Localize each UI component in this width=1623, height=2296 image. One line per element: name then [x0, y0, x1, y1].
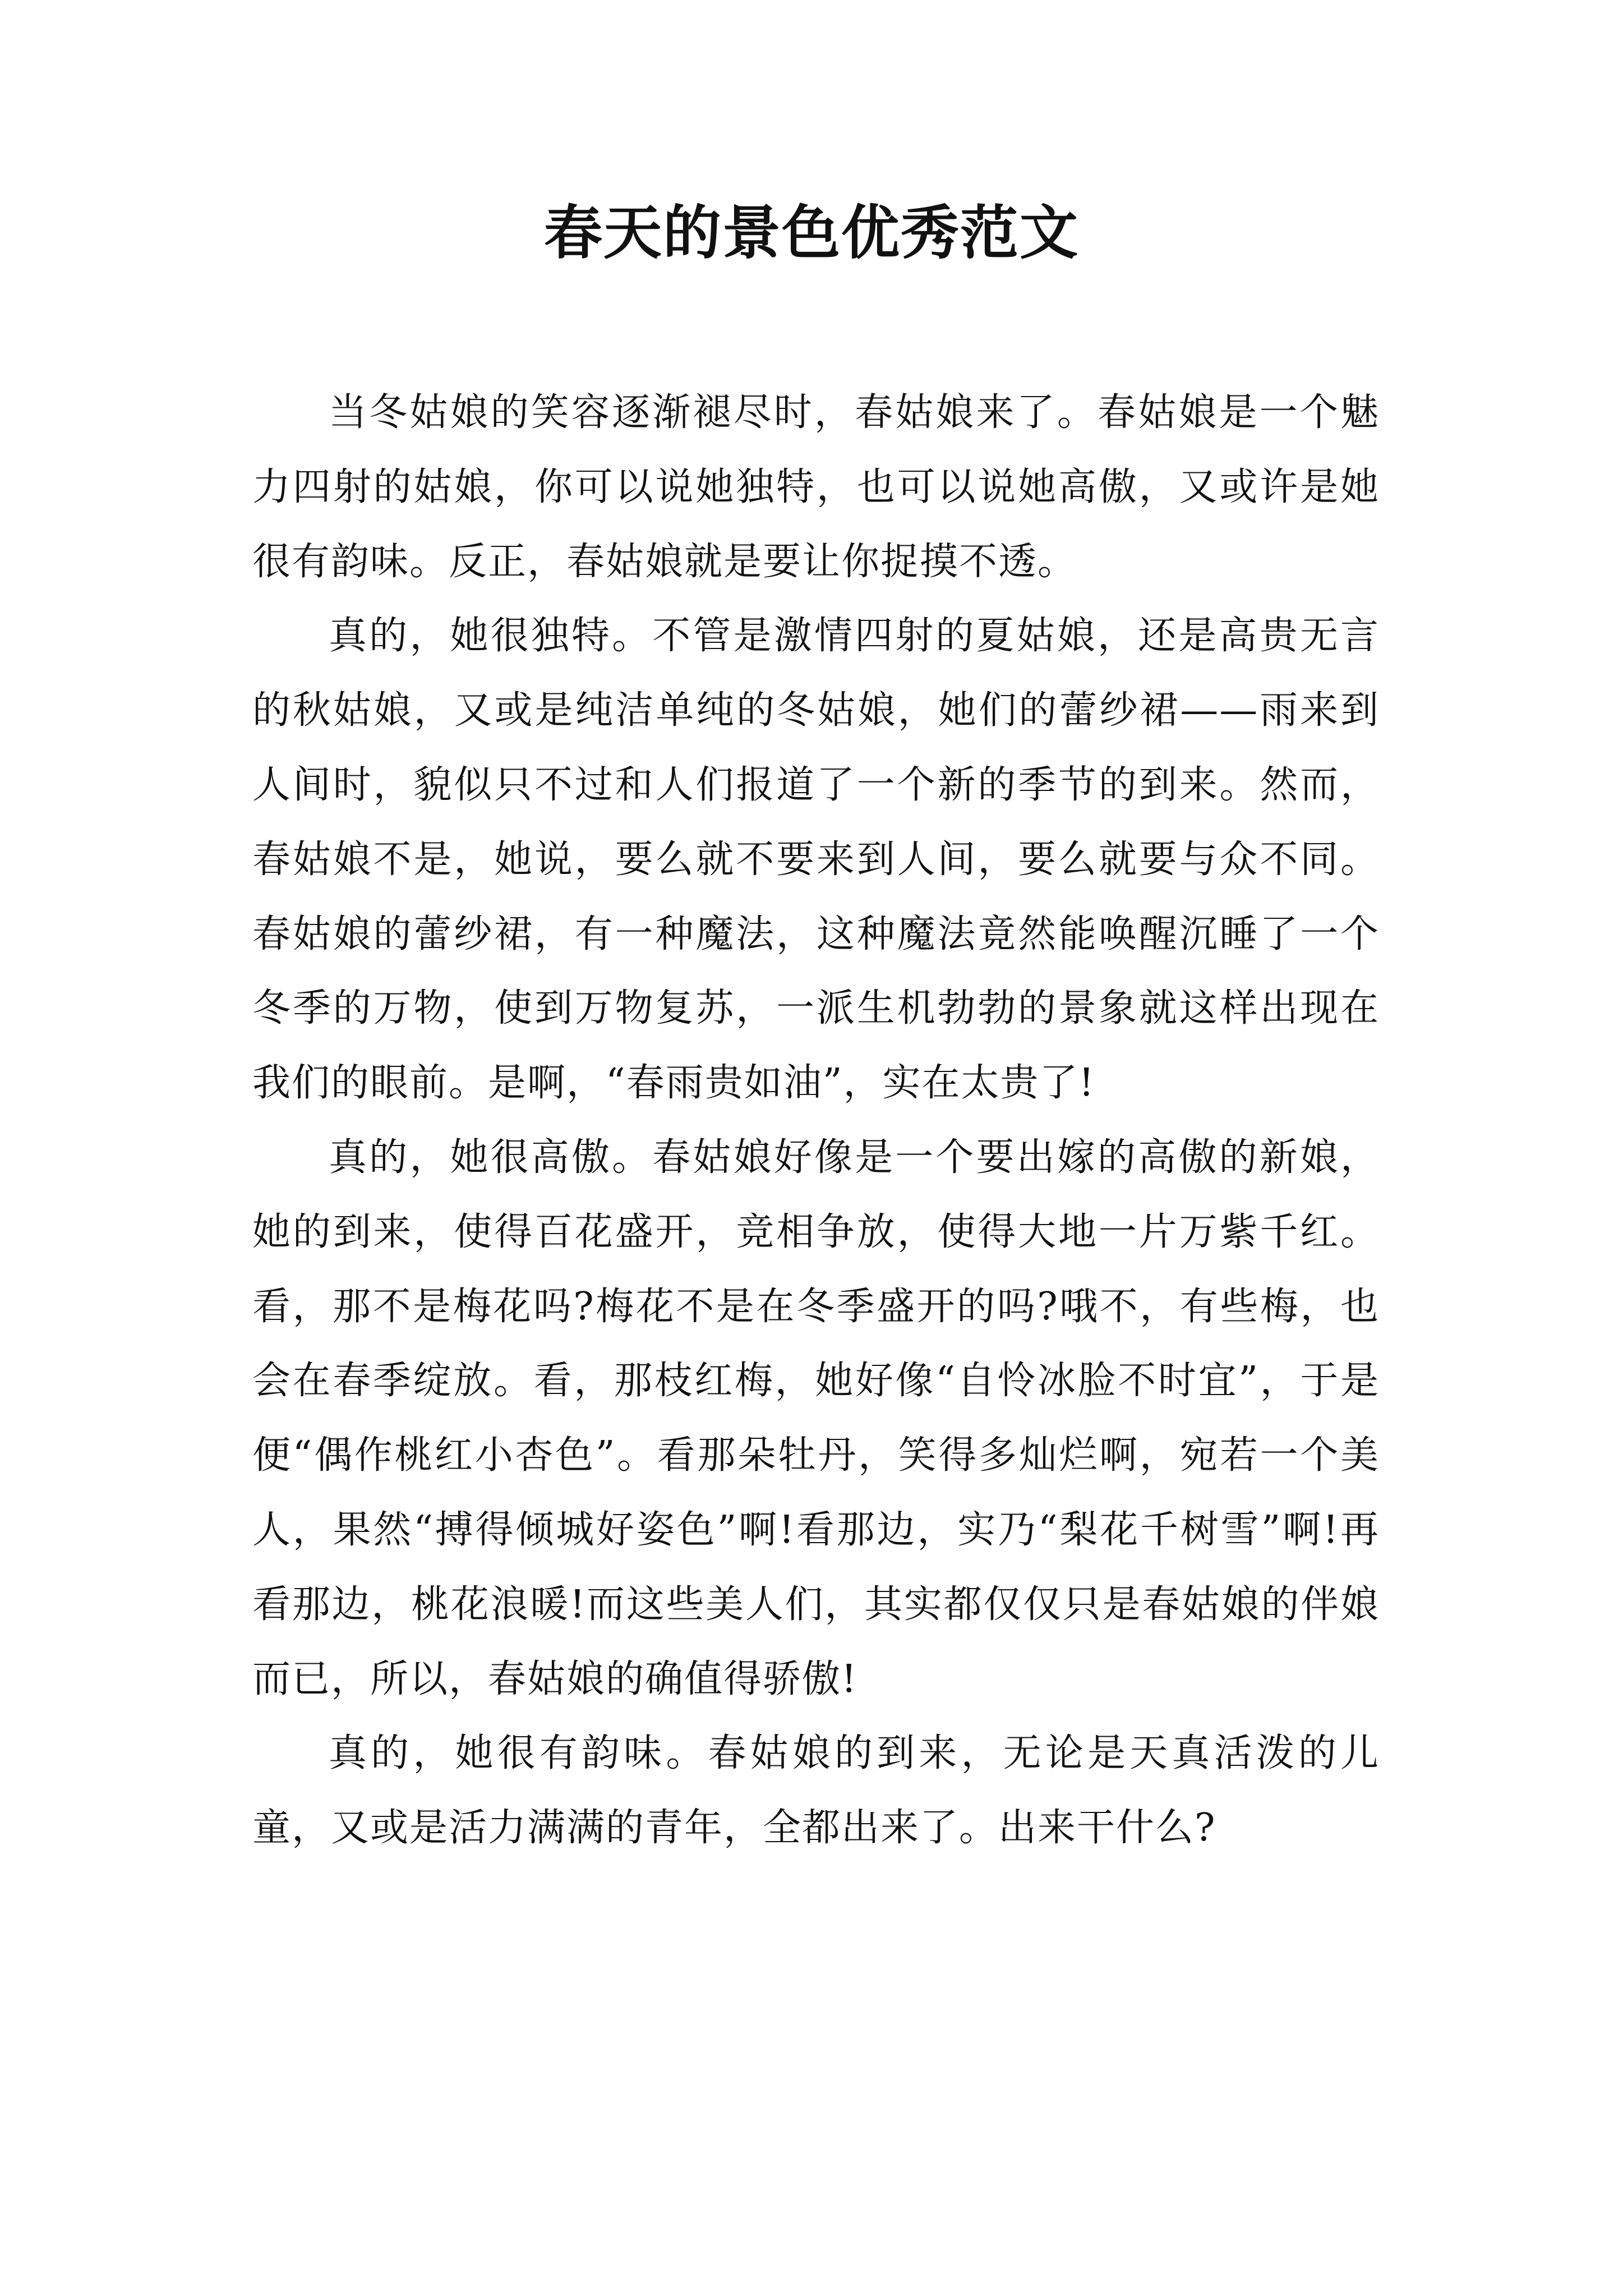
paragraph: 当冬姑娘的笑容逐渐褪尽时，春姑娘来了。春姑娘是一个魅力四射的姑娘，你可以说她独特，也可以说她高傲，又或许是她很有韵味。反正，春姑娘就是要让你捉摸不透。	[252, 390, 1380, 584]
paragraph: 真的，她很高傲。春姑娘好像是一个要出嫁的高傲的新娘，她的到来，使得百花盛开，竞相争放，使得大地一片万紫千红。看，那不是梅花吗?梅花不是在冬季盛开的吗?哦不，有些梅，也会在春季绽放。看，那枝红梅，她好像“自怜冰脸不时宜”，于是便“偶作桃红小杏色”。看那朵牡丹，笑得多灿烂啊，宛若一个美人，果然“搏得倾城好姿色”啊!看那边，实乃“梨花千树雪”啊!再看那边，桃花浪暖!而这些美人们，其实都仅仅只是春姑娘的伴娘而已，所以，春姑娘的确值得骄傲!	[252, 1135, 1380, 1701]
paragraph: 真的，她很有韵味。春姑娘的到来，无论是天真活泼的儿童，又或是活力满满的青年，全都出来了。出来干什么?	[252, 1731, 1380, 1851]
paragraph: 真的，她很独特。不管是激情四射的夏姑娘，还是高贵无言的秋姑娘，又或是纯洁单纯的冬姑娘，她们的蕾纱裙——雨来到人间时，貌似只不过和人们报道了一个新的季节的到来。然而，春姑娘不是，她说，要么就不要来到人间，要么就要与众不同。春姑娘的蕾纱裙，有一种魔法，这种魔法竟然能唤醒沉睡了一个冬季的万物，使到万物复苏，一派生机勃勃的景象就这样出现在我们的眼前。是啊，“春雨贵如油”，实在太贵了!	[252, 614, 1380, 1106]
document-title: 春天的景色优秀范文	[543, 198, 1079, 267]
document-body	[252, 376, 1380, 1866]
